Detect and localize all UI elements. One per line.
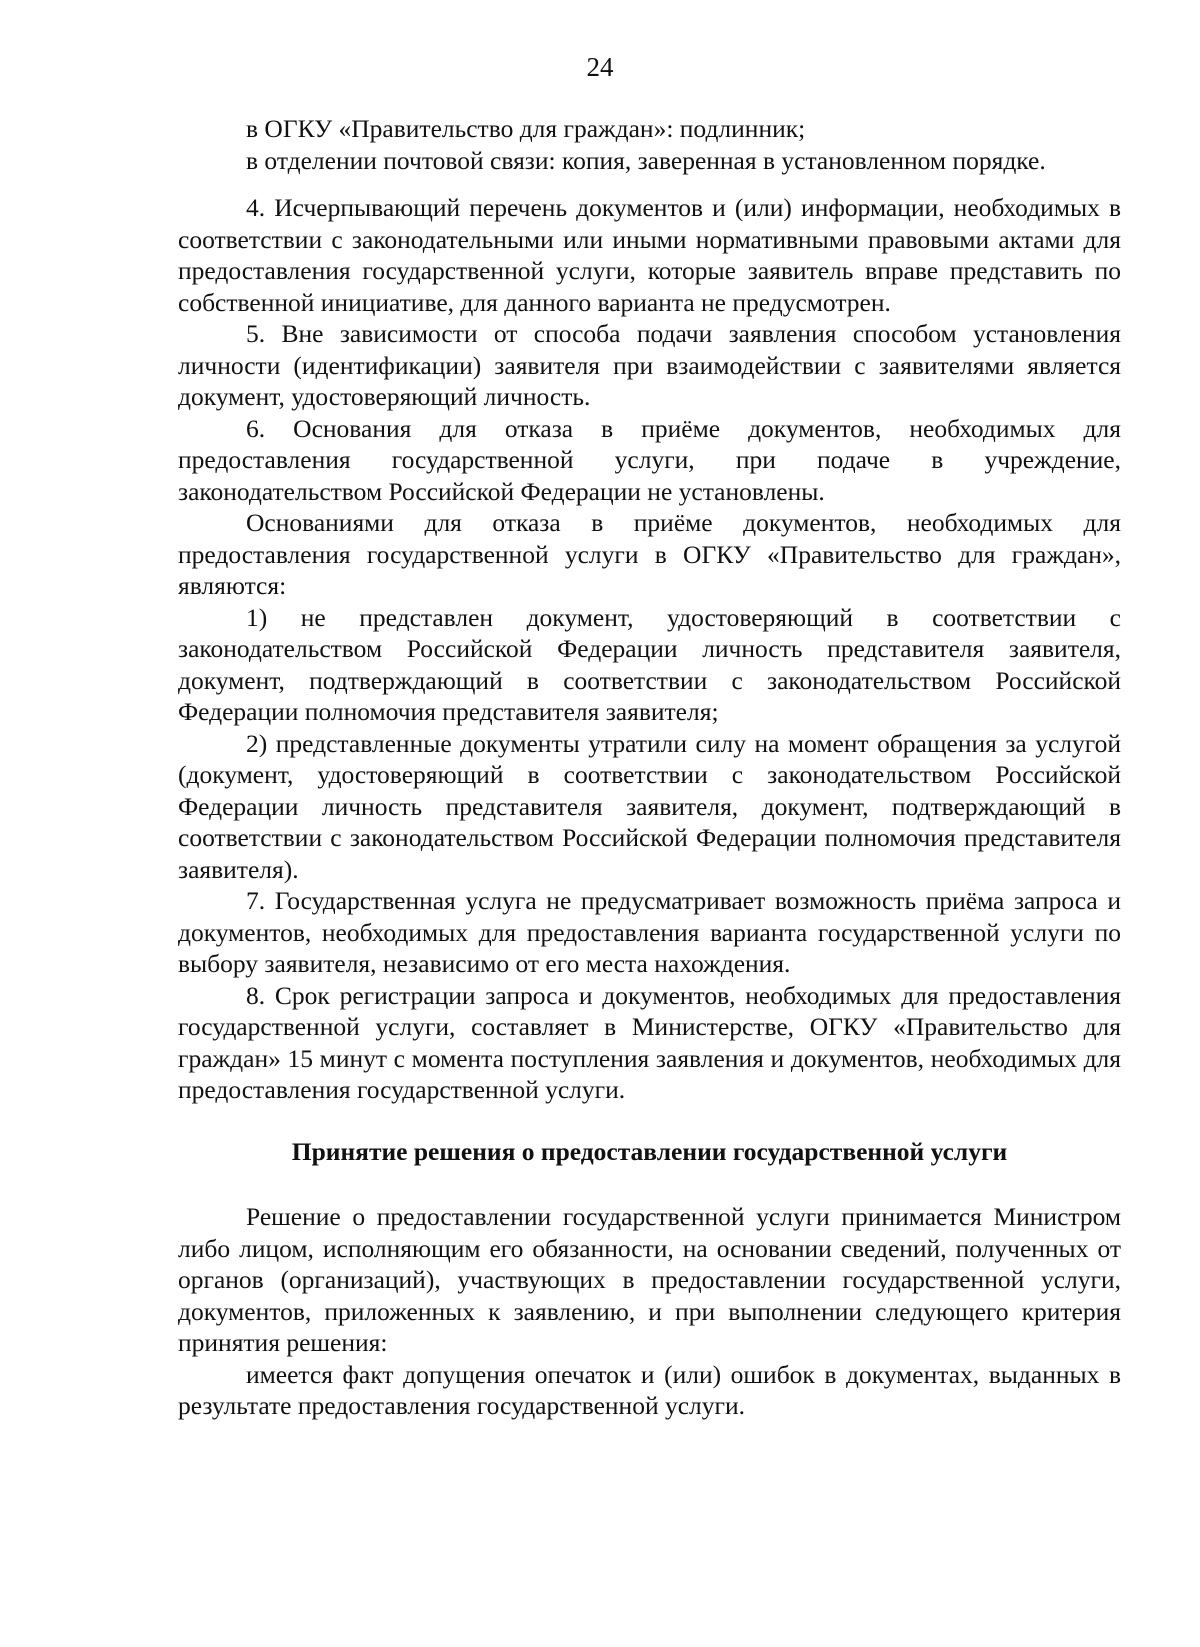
document-body	[178, 113, 1121, 1422]
paragraph-decision-criterion: имеется факт допущения опечаток и (или) ошибок в документах, выданных в результате предоставления государственной услуги.	[178, 1359, 1121, 1420]
paragraph-item-6: 6. Основания для отказа в приёме документов, необходимых для предоставления государственной услуги, при подаче в учреждение, законодательством Российской Федерации не установлены.	[178, 413, 1121, 506]
paragraph-decision: Решение о предоставлении государственной услуги принимается Министром либо лицом, исполняющим его обязанности, на основании сведений, полученных от органов (организаций), участвующих в предоставлении государственной услуги, документов, приложенных к заявлению, и при выполнении следующего критерия принятия решения:	[178, 1202, 1121, 1357]
paragraph-subitem-2: 2) представленные документы утратили силу на момент обращения за услугой (документ, удостоверяющий в соответствии с законодательством Российской Федерации личность представителя заявителя, документ, подтверждающий в соответствии с законодательством Российской Федерации полномочия представителя заявителя).	[178, 728, 1121, 884]
paragraph-postal-copy: в отделении почтовой связи: копия, заверенная в установленном порядке.	[246, 145, 1046, 175]
paragraph-refusal-grounds: Основаниями для отказа в приёме документов, необходимых для предоставления государственной услуги в ОГКУ «Правительство для граждан», являются:	[178, 508, 1121, 600]
section-heading: Принятие решения о предоставлении государственной услуги	[291, 1136, 1008, 1166]
paragraph-item-5: 5. Вне зависимости от способа подачи заявления способом установления личности (идентификации) заявителя при взаимодействии с заявителями является документ, удостоверяющий личность.	[178, 319, 1121, 411]
paragraph-item-7: 7. Государственная услуга не предусматривает возможность приёма запроса и документов, необходимых для предоставления варианта государственной услуги по выбору заявителя, независимо от его места нахождения.	[178, 886, 1121, 978]
paragraph-item-4: 4. Исчерпывающий перечень документов и (или) информации, необходимых в соответствии с законодательными или иными нормативными правовыми актами для предоставления государственной услуги, которые заявитель вправе представить по собственной инициативе, для данного варианта не предусмотрен.	[178, 193, 1121, 317]
paragraph-item-8: 8. Срок регистрации запроса и документов, необходимых для предоставления государственной услуги, составляет в Министерстве, ОГКУ «Правительство для граждан» 15 минут с момента поступления заявления и документов, необходимых для предоставления государственной услуги.	[178, 980, 1121, 1104]
paragraph-subitem-1: 1) не представлен документ, удостоверяющий в соответствии с законодательством Российской Федерации личность представителя заявителя, документ, подтверждающий в соответствии с законодательством Российской Федерации полномочия представителя заявителя;	[178, 602, 1121, 726]
paragraph-original-delivery: в ОГКУ «Правительство для граждан»: подлинник;	[246, 114, 806, 143]
page-number: 24	[586, 52, 614, 82]
